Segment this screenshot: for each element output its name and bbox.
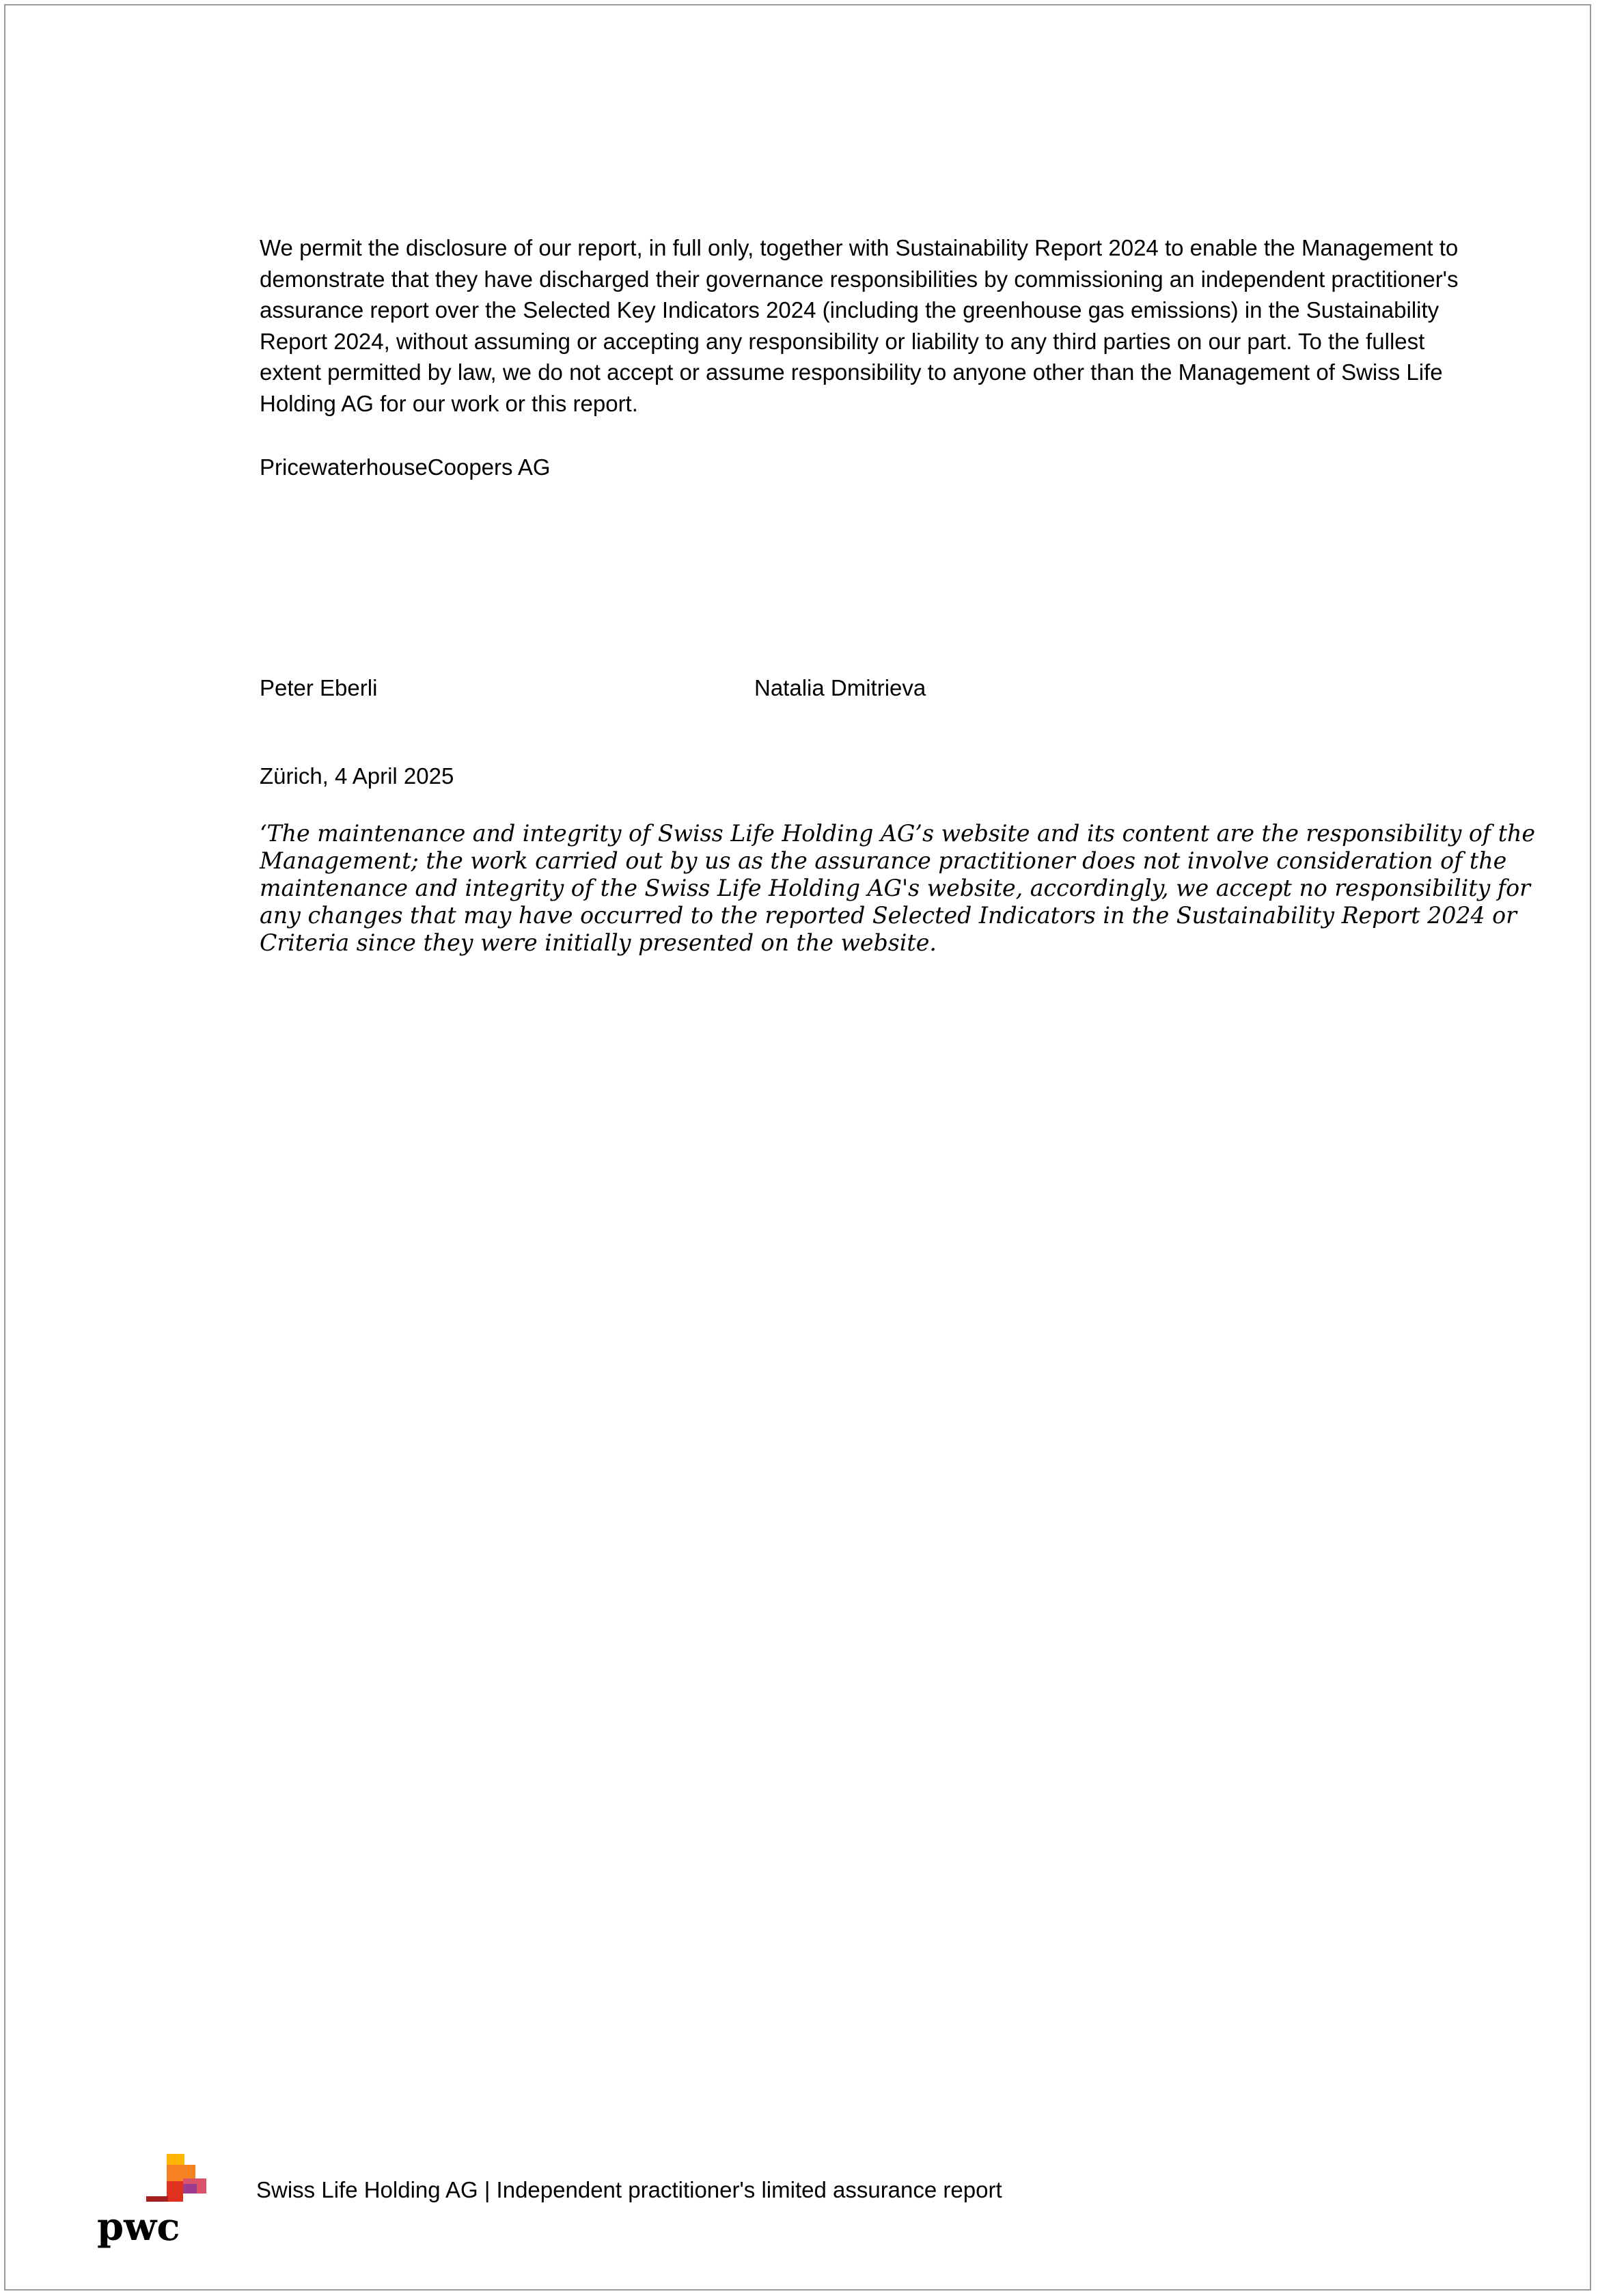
signatory-left: Peter Eberli: [260, 675, 378, 700]
disclaimer-line: ‘The maintenance and integrity of Swiss Life Holding AG’s website and its content are the responsibility of the: [260, 820, 1536, 847]
place-date: Zürich, 4 April 2025: [260, 763, 454, 789]
signatory-right: Natalia Dmitrieva: [754, 675, 926, 700]
disclaimer-line: any changes that may have occurred to the reported Selected Indicators in the Sustainability Report 2024 or: [260, 902, 1517, 929]
footer-report-label: Swiss Life Holding AG | Independent practitioner's limited assurance report: [256, 2177, 1002, 2202]
paragraph-line: extent permitted by law, we do not accept or assume responsibility to anyone other than the Management of Swiss Life: [260, 359, 1443, 385]
disclaimer-line: maintenance and integrity of the Swiss Life Holding AG's website, accordingly, we accept no responsibility for: [260, 875, 1530, 901]
paragraph-line: demonstrate that they have discharged their governance responsibilities by commissioning an independent practitioner's: [260, 266, 1459, 292]
paragraph-line: We permit the disclosure of our report, in full only, together with Sustainability Report 2024 to enable the Management to: [260, 235, 1459, 260]
paragraph-line: Holding AG for our work or this report.: [260, 390, 638, 416]
disclaimer-line: Criteria since they were initially presented on the website.: [260, 929, 937, 956]
paragraph-line: Report 2024, without assuming or accepting any responsibility or liability to any third parties on our part. To the fullest: [260, 328, 1425, 354]
paragraph-line: assurance report over the Selected Key Indicators 2024 (including the greenhouse gas emissions) in the Sustainability: [260, 297, 1439, 323]
logo-block-red: [167, 2181, 183, 2202]
disclosure-paragraph: [260, 232, 1510, 420]
firm-name: PricewaterhouseCoopers AG: [260, 454, 551, 480]
website-disclaimer: [260, 820, 1535, 957]
disclaimer-line: Management; the work carried out by us as the assurance practitioner does not involve consideration of the: [260, 847, 1507, 874]
logo-wordmark: pwc: [97, 2204, 180, 2248]
logo-block-dark-red: [146, 2196, 168, 2202]
logo-block-purple: [183, 2184, 197, 2194]
pwc-logo: [96, 2152, 212, 2248]
